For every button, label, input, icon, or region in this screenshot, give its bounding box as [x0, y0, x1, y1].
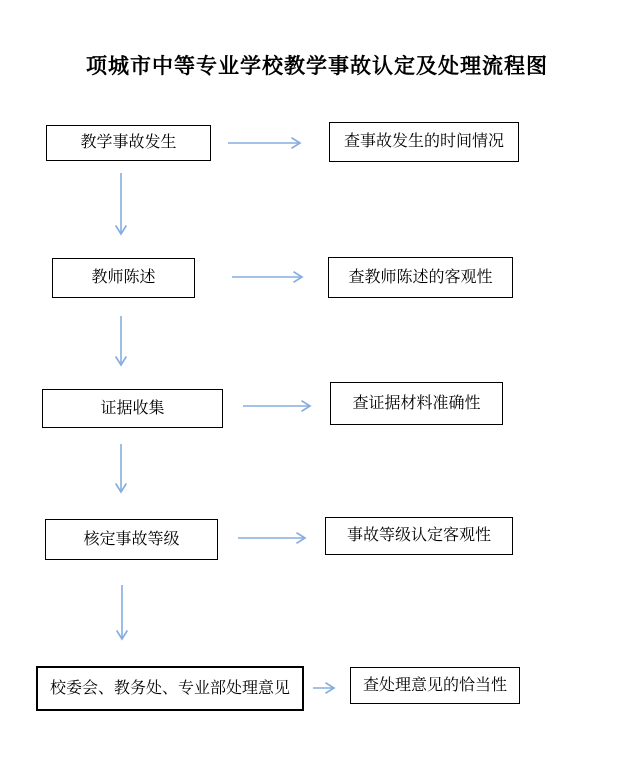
step-box-assess-accident-level: 核定事故等级	[45, 519, 218, 560]
step-box-evidence-collection: 证据收集	[42, 389, 223, 428]
check-box-evidence-accuracy: 查证据材料准确性	[330, 382, 503, 425]
page-title: 项城市中等专业学校教学事故认定及处理流程图	[86, 54, 548, 78]
step-box-teacher-statement: 教师陈述	[52, 258, 195, 298]
step-box-accident-occurs: 教学事故发生	[46, 125, 211, 161]
check-box-level-objectivity: 事故等级认定客观性	[325, 517, 513, 555]
step-box-committee-handling-opinion: 校委会、教务处、专业部处理意见	[36, 666, 304, 711]
check-box-opinion-appropriateness: 查处理意见的恰当性	[350, 667, 520, 704]
check-box-accident-time: 查事故发生的时间情况	[329, 122, 519, 162]
check-box-statement-objectivity: 查教师陈述的客观性	[328, 257, 513, 298]
